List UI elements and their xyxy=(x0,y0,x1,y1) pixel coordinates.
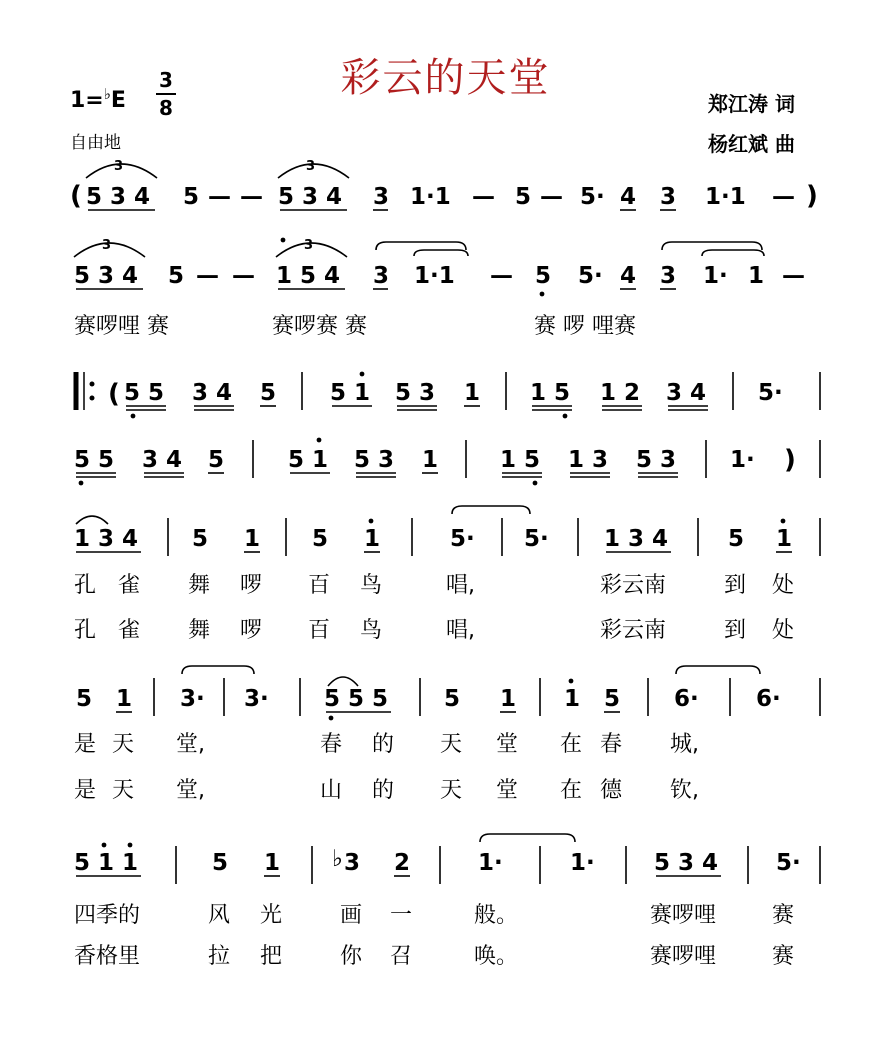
note: 5 xyxy=(76,686,93,712)
note: 5 xyxy=(312,526,329,552)
note: 1 xyxy=(564,686,581,712)
dash: — xyxy=(196,263,219,289)
lyric: 画 xyxy=(340,903,363,928)
lyric: 唤。 xyxy=(474,944,519,969)
lyric: 孔 xyxy=(74,618,97,643)
paren-close: ) xyxy=(806,181,818,211)
note: 3 xyxy=(373,184,390,210)
lyric: 雀 xyxy=(118,618,141,643)
lyric: 百 xyxy=(308,573,331,598)
lyric: 德 xyxy=(600,778,623,803)
note: 5 xyxy=(535,263,552,289)
paren-close: ) xyxy=(784,445,796,475)
lyric: 处 xyxy=(772,618,795,643)
note: 3· xyxy=(244,686,269,712)
lyric: 般。 xyxy=(474,903,519,928)
paren-open: ( xyxy=(70,181,82,211)
lyric: 赛 xyxy=(772,944,795,969)
meter-top: 3 xyxy=(159,68,173,92)
note-group: 5 3 4 xyxy=(654,850,719,876)
row-7 xyxy=(74,834,820,969)
dash: — xyxy=(208,184,231,210)
note: 5 xyxy=(208,447,225,473)
note-group: 5 3 xyxy=(636,447,677,473)
note: 5 xyxy=(604,686,621,712)
lyric: 风 xyxy=(208,903,231,928)
lyric: 香格里 xyxy=(74,944,141,969)
note-group: 3 4 xyxy=(192,380,233,406)
lyric: 天 xyxy=(112,732,135,757)
lyric: 处 xyxy=(772,573,795,598)
lyric: 啰 xyxy=(240,573,263,598)
note: 6· xyxy=(756,686,781,712)
note: 1 xyxy=(264,850,281,876)
note: 5 xyxy=(212,850,229,876)
note: 2 xyxy=(394,850,411,876)
note-group: 1 2 xyxy=(600,380,641,406)
note-group: 5 5 xyxy=(74,447,115,473)
row-2 xyxy=(74,238,805,339)
lyric: 天 xyxy=(440,732,463,757)
lyric-phrase: 赛啰赛 赛 xyxy=(272,314,367,339)
note: 3 xyxy=(660,263,677,289)
flat-sign: ♭ xyxy=(332,846,343,872)
note: 5 xyxy=(444,686,461,712)
lyric: 的 xyxy=(372,732,395,757)
lyric: 山 xyxy=(320,778,343,803)
note: 5· xyxy=(450,526,475,552)
note-group: 1 3 4 xyxy=(604,526,669,552)
dash: — xyxy=(240,184,263,210)
lyric: 赛啰哩 xyxy=(650,903,717,928)
note: 1 xyxy=(464,380,481,406)
dash: — xyxy=(540,184,563,210)
key-prefix: 1= xyxy=(70,88,104,113)
note: 3 xyxy=(373,263,390,289)
triplet-mark: 3 xyxy=(306,159,316,174)
lyric: 赛啰哩 xyxy=(650,944,717,969)
note-group: 1 3 xyxy=(568,447,609,473)
note-group: 5 1 xyxy=(288,447,329,473)
note-group: 5 3 xyxy=(354,447,395,473)
note: 1· xyxy=(703,263,728,289)
note: 1·1 xyxy=(705,184,746,210)
note-group: 1 5 xyxy=(530,380,571,406)
lyric: 天 xyxy=(440,778,463,803)
row-3 xyxy=(76,372,820,419)
note-group: 5 3 xyxy=(395,380,436,406)
note: 5 xyxy=(260,380,277,406)
lyric: 彩云南 xyxy=(600,618,667,643)
note-group: 1 5 xyxy=(500,447,541,473)
lyric: 堂 xyxy=(496,732,519,757)
note: 1·1 xyxy=(414,263,455,289)
triplet-mark: 3 xyxy=(304,238,314,253)
row-5 xyxy=(74,506,820,643)
note: 5 xyxy=(515,184,532,210)
note-group: 3 4 xyxy=(142,447,183,473)
note: 1 xyxy=(116,686,133,712)
lyric: 的 xyxy=(372,778,395,803)
key-note: E xyxy=(110,88,126,113)
note: 3 xyxy=(344,850,361,876)
lyricist-credit: 郑江涛 词 xyxy=(708,92,795,116)
note-group: 5 3 4 xyxy=(86,184,151,210)
note: 1 xyxy=(422,447,439,473)
triplet-mark: 3 xyxy=(102,238,112,253)
note-group: 5 5 5 xyxy=(324,686,389,712)
row-6 xyxy=(74,666,820,803)
row-4 xyxy=(74,438,820,486)
lyric: 赛 xyxy=(772,903,795,928)
triplet-mark: 3 xyxy=(114,159,124,174)
lyric: 啰 xyxy=(240,618,263,643)
note-group: 5 1 1 xyxy=(74,850,139,876)
note: 5· xyxy=(776,850,801,876)
note: 3 xyxy=(660,184,677,210)
lyric: 拉 xyxy=(208,944,231,969)
lyric-phrase: 赛啰哩 赛 xyxy=(74,314,169,339)
note-group: 5 3 4 xyxy=(278,184,343,210)
flat-sign: ♭ xyxy=(103,85,111,103)
note: 1 xyxy=(244,526,261,552)
note-group: 5 3 4 xyxy=(74,263,139,289)
note: 5· xyxy=(580,184,605,210)
composer-credit: 杨红斌 曲 xyxy=(708,132,795,156)
note: 1 xyxy=(364,526,381,552)
lyric: 光 xyxy=(260,903,283,928)
note: 5 xyxy=(192,526,209,552)
lyric: 是 xyxy=(74,732,97,757)
note: 5· xyxy=(758,380,783,406)
note: 5· xyxy=(578,263,603,289)
note: 3· xyxy=(180,686,205,712)
lyric: 把 xyxy=(260,944,283,969)
lyric: 钦, xyxy=(670,778,699,803)
lyric: 唱, xyxy=(446,618,475,643)
note-group: 3 4 xyxy=(666,380,707,406)
lyric: 到 xyxy=(724,618,747,643)
lyric: 舞 xyxy=(188,618,211,643)
lyric: 堂, xyxy=(176,732,205,757)
meter-bottom: 8 xyxy=(159,96,173,120)
lyric: 鸟 xyxy=(360,573,383,598)
lyric: 堂 xyxy=(496,778,519,803)
lyric: 唱, xyxy=(446,573,475,598)
note: 5 xyxy=(728,526,745,552)
note: 1 xyxy=(500,686,517,712)
dash: — xyxy=(472,184,495,210)
note: 1 xyxy=(776,526,793,552)
note: 5 xyxy=(168,263,185,289)
song-title: 彩云的天堂 xyxy=(340,55,551,101)
lyric: 孔 xyxy=(74,573,97,598)
note: 6· xyxy=(674,686,699,712)
note-group: 5 5 xyxy=(124,380,165,406)
lyric-phrase: 赛 啰 哩赛 xyxy=(534,314,636,339)
lyric: 春 xyxy=(320,732,343,757)
lyric: 在 xyxy=(560,732,583,757)
lyric: 是 xyxy=(74,778,97,803)
lyric: 四季的 xyxy=(74,903,141,928)
note: 5· xyxy=(524,526,549,552)
tempo-marking: 自由地 xyxy=(70,133,121,153)
dash: — xyxy=(490,263,513,289)
dash: — xyxy=(772,184,795,210)
row-1 xyxy=(70,159,818,211)
lyric: 在 xyxy=(560,778,583,803)
lyric: 堂, xyxy=(176,778,205,803)
lyric: 彩云南 xyxy=(600,573,667,598)
note: 1·1 xyxy=(410,184,451,210)
note-group: 1 3 4 xyxy=(74,526,139,552)
dash: — xyxy=(232,263,255,289)
note: 5 xyxy=(183,184,200,210)
dash: — xyxy=(782,263,805,289)
lyric: 雀 xyxy=(118,573,141,598)
lyric: 天 xyxy=(112,778,135,803)
note: 4 xyxy=(620,263,637,289)
note: 1· xyxy=(570,850,595,876)
note-group: 1 5 4 xyxy=(276,263,341,289)
note: 1· xyxy=(478,850,503,876)
note: 4 xyxy=(620,184,637,210)
lyric: 鸟 xyxy=(360,618,383,643)
lyric: 一 xyxy=(390,903,413,928)
lyric: 春 xyxy=(600,732,623,757)
lyric: 百 xyxy=(308,618,331,643)
lyric: 到 xyxy=(724,573,747,598)
note: 1 xyxy=(748,263,765,289)
lyric: 召 xyxy=(390,944,413,969)
lyric: 城, xyxy=(670,732,699,757)
note: 1· xyxy=(730,447,755,473)
lyric: 舞 xyxy=(188,573,211,598)
paren-open: ( xyxy=(108,379,120,409)
note-group: 5 1 xyxy=(330,380,371,406)
lyric: 你 xyxy=(340,944,363,969)
